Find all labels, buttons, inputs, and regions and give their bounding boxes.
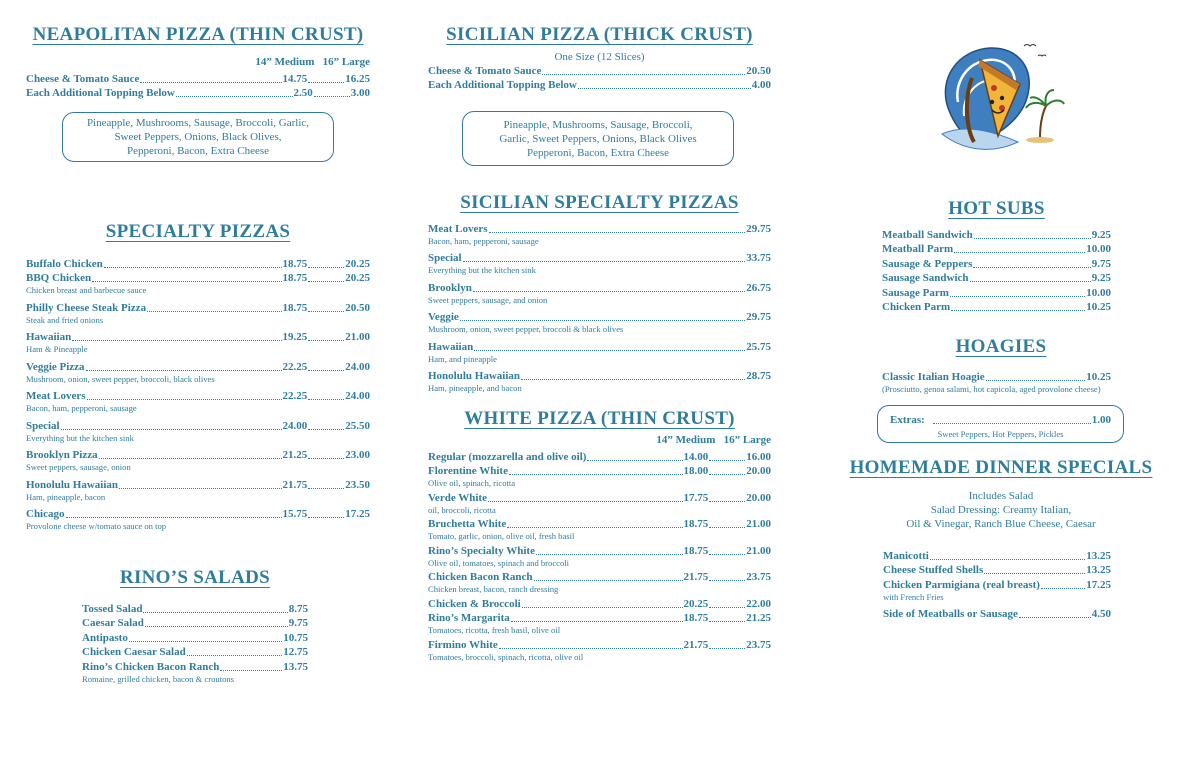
leader-dots bbox=[1041, 588, 1085, 589]
menu-item-row bbox=[26, 507, 370, 522]
price-large: 25.50 bbox=[345, 419, 370, 432]
price-large: 21.25 bbox=[746, 612, 771, 624]
leader-dots bbox=[709, 460, 745, 461]
item-name: Chicken Bacon Ranch bbox=[428, 571, 533, 583]
leader-dots bbox=[143, 612, 287, 613]
price-medium: 21.75 bbox=[683, 571, 709, 583]
leader-dots bbox=[954, 252, 1085, 253]
item-name: Regular (mozzarella and olive oil) bbox=[428, 450, 587, 463]
item-description: Sweet peppers, sausage, and onion bbox=[428, 294, 548, 305]
item-name: Chicken & Broccoli bbox=[428, 597, 521, 610]
leader-dots bbox=[308, 267, 344, 268]
toppings-line: Pepperoni, Bacon, Extra Cheese bbox=[526, 146, 670, 159]
price: 9.25 bbox=[1091, 272, 1111, 284]
neapolitan-title: NEAPOLITAN PIZZA (THIN CRUST) bbox=[32, 24, 364, 45]
leader-dots bbox=[140, 82, 281, 83]
leader-dots bbox=[220, 670, 282, 671]
price-large: 20.25 bbox=[345, 257, 370, 270]
price-medium: 21.75 bbox=[683, 638, 709, 651]
item-name: Special bbox=[26, 419, 60, 432]
item-name: Rino’s Chicken Bacon Ranch bbox=[82, 660, 220, 673]
item-name: Side of Meatballs or Sausage bbox=[883, 608, 1018, 620]
leader-dots bbox=[509, 474, 683, 475]
leader-dots bbox=[950, 296, 1085, 297]
menu-item-row bbox=[428, 449, 771, 464]
leader-dots bbox=[145, 626, 288, 627]
price: 26.75 bbox=[746, 281, 771, 294]
menu-item-row bbox=[883, 577, 1111, 592]
item-description: Ham, pineapple, and bacon bbox=[428, 383, 522, 393]
item-description: Sweet peppers, sausage, onion bbox=[26, 462, 131, 472]
specialty-title: SPECIALTY PIZZAS bbox=[105, 221, 291, 242]
salads-section bbox=[82, 567, 308, 689]
item-name: BBQ Chicken bbox=[26, 272, 92, 284]
extras-price: 1.00 bbox=[1091, 413, 1111, 426]
item-name: Chicken Caesar Salad bbox=[82, 646, 186, 658]
dinner-intro-line: Oil & Vinegar, Ranch Blue Cheese, Caesar bbox=[906, 518, 1096, 530]
item-name: Tossed Salad bbox=[82, 602, 143, 615]
item-description: Ham & Pineapple bbox=[26, 344, 88, 354]
menu-item-row bbox=[428, 369, 771, 384]
item-name: Caesar Salad bbox=[82, 617, 144, 629]
item-name: Meatball Sandwich bbox=[882, 228, 973, 241]
menu-item-row bbox=[428, 611, 771, 626]
menu-item-row bbox=[26, 86, 370, 101]
price: 10.25 bbox=[1086, 301, 1111, 313]
price: 4.00 bbox=[751, 79, 771, 91]
leader-dots bbox=[147, 311, 281, 312]
leader-dots bbox=[1019, 617, 1091, 618]
price-medium: 22.25 bbox=[282, 360, 308, 373]
leader-dots bbox=[187, 655, 283, 656]
price: 10.00 bbox=[1086, 286, 1111, 299]
item-description: Ham, and pineapple bbox=[428, 353, 497, 364]
leader-dots bbox=[709, 527, 745, 528]
toppings-line: Garlic, Sweet Peppers, Onions, Black Olives bbox=[499, 132, 697, 145]
item-name: Hawaiian bbox=[26, 331, 72, 343]
item-description: Bacon, ham, pepperoni, sausage bbox=[26, 403, 137, 413]
extras-box bbox=[877, 405, 1124, 443]
leader-dots bbox=[709, 554, 745, 555]
leader-dots bbox=[473, 291, 745, 292]
item-description: Everything but the kitchen sink bbox=[428, 265, 536, 275]
leader-dots bbox=[66, 517, 282, 518]
price-medium: 18.75 bbox=[282, 272, 308, 284]
leader-dots bbox=[314, 96, 350, 97]
sicilian-specialty-title: SICILIAN SPECIALTY PIZZAS bbox=[460, 192, 739, 213]
price-large: 20.00 bbox=[746, 491, 771, 504]
leader-dots bbox=[984, 573, 1085, 574]
leader-dots bbox=[511, 621, 683, 622]
leader-dots bbox=[709, 621, 745, 622]
item-description: Tomato, garlic, onion, olive oil, fresh basil bbox=[428, 531, 575, 541]
price-large: 24.00 bbox=[345, 390, 370, 402]
price-large: 20.50 bbox=[345, 301, 370, 314]
price-medium: 17.75 bbox=[683, 491, 709, 504]
menu-item-row bbox=[882, 285, 1111, 300]
leader-dots bbox=[99, 458, 282, 459]
price-medium: 18.75 bbox=[683, 612, 709, 624]
menu-item-row bbox=[882, 369, 1111, 384]
leader-dots bbox=[522, 607, 683, 608]
leader-dots bbox=[129, 641, 282, 642]
price: 29.75 bbox=[746, 311, 771, 323]
price: 4.50 bbox=[1091, 608, 1111, 620]
menu-item-row bbox=[26, 71, 370, 86]
price: 9.75 bbox=[288, 617, 308, 629]
leader-dots bbox=[104, 267, 282, 268]
menu-item-row bbox=[428, 637, 771, 652]
item-name: Rino’s Specialty White bbox=[428, 544, 535, 557]
price-medium: 24.00 bbox=[282, 419, 308, 432]
item-description: oil, broccoli, ricotta bbox=[428, 504, 496, 515]
price: 10.75 bbox=[283, 631, 308, 644]
menu-item-row bbox=[882, 242, 1111, 257]
price: 20.50 bbox=[746, 64, 771, 77]
item-description: Everything but the kitchen sink bbox=[26, 432, 134, 443]
price: 10.00 bbox=[1086, 243, 1111, 255]
item-name: Chicken Parmigiana (real breast) bbox=[883, 578, 1040, 591]
sicilian-title: SICILIAN PIZZA (THICK CRUST) bbox=[446, 24, 753, 45]
price-medium: 21.25 bbox=[282, 449, 308, 461]
leader-dots bbox=[474, 350, 745, 351]
menu-item-row bbox=[26, 418, 370, 433]
item-description: Tomatoes, broccoli, spinach, ricotta, olive oil bbox=[428, 651, 584, 662]
item-name: Each Additional Topping Below bbox=[26, 87, 175, 99]
leader-dots bbox=[463, 261, 746, 262]
item-name: Sausage Sandwich bbox=[882, 272, 969, 284]
dinner-intro bbox=[846, 489, 1156, 531]
menu-item-row bbox=[26, 359, 370, 374]
menu-item-row bbox=[26, 448, 370, 463]
item-name: Meat Lovers bbox=[428, 222, 488, 235]
item-name: Florentine White bbox=[428, 465, 508, 477]
menu-item-row bbox=[82, 616, 308, 631]
leader-dots bbox=[488, 501, 683, 502]
menu-item-row bbox=[428, 251, 771, 266]
leader-dots bbox=[951, 310, 1085, 311]
leader-dots bbox=[507, 527, 682, 528]
leader-dots bbox=[709, 501, 745, 502]
hot-subs-section bbox=[882, 198, 1111, 314]
price-medium: 18.75 bbox=[282, 301, 308, 314]
price-large: 21.00 bbox=[746, 544, 771, 557]
price-large: 21.00 bbox=[345, 331, 370, 343]
price: 9.25 bbox=[1091, 228, 1111, 241]
menu-item-row bbox=[428, 78, 771, 93]
leader-dots bbox=[933, 423, 1091, 424]
menu-item-row bbox=[428, 280, 771, 295]
price: 13.25 bbox=[1086, 549, 1111, 562]
price-large: 17.25 bbox=[345, 508, 370, 520]
specialty-section bbox=[26, 221, 370, 536]
leader-dots bbox=[61, 429, 282, 430]
dinner-title: HOMEMADE DINNER SPECIALS bbox=[849, 457, 1153, 478]
menu-item-row bbox=[82, 630, 308, 645]
price: 13.25 bbox=[1086, 564, 1111, 576]
menu-item-row bbox=[882, 300, 1111, 315]
item-name: Rino’s Margarita bbox=[428, 612, 510, 624]
sicilian-subtitle: One Size (12 Slices) bbox=[554, 51, 645, 63]
hot-subs-title: HOT SUBS bbox=[948, 198, 1045, 219]
price-medium: 20.25 bbox=[683, 597, 709, 610]
price: 9.75 bbox=[1091, 257, 1111, 270]
menu-item-row bbox=[883, 548, 1111, 563]
price: 10.25 bbox=[1086, 370, 1111, 383]
dinner-section bbox=[846, 457, 1156, 531]
item-name: Meatball Parm bbox=[882, 243, 954, 255]
item-description: Bacon, ham, pepperoni, sausage bbox=[428, 235, 539, 246]
leader-dots bbox=[534, 580, 683, 581]
leader-dots bbox=[499, 648, 683, 649]
menu-item-row bbox=[26, 256, 370, 271]
item-description: Ham, pineapple, bacon bbox=[26, 491, 106, 502]
item-name: Chicago bbox=[26, 508, 65, 520]
item-name: Firmino White bbox=[428, 638, 498, 651]
extras-row bbox=[890, 412, 1111, 427]
item-name: Chicken Parm bbox=[882, 301, 951, 313]
extras-label: Extras: bbox=[890, 413, 925, 426]
leader-dots bbox=[308, 399, 344, 400]
leader-dots bbox=[460, 320, 745, 321]
price: 28.75 bbox=[746, 370, 771, 382]
leader-dots bbox=[709, 580, 745, 581]
neapolitan-size-header: 14” Medium 16” Large bbox=[255, 56, 370, 68]
item-name: Buffalo Chicken bbox=[26, 257, 103, 270]
leader-dots bbox=[986, 380, 1086, 381]
leader-dots bbox=[709, 474, 745, 475]
item-name: Honolulu Hawaiian bbox=[26, 478, 119, 491]
item-name: Classic Italian Hoagie bbox=[882, 370, 985, 383]
item-name: Verde White bbox=[428, 491, 487, 504]
price-large: 20.25 bbox=[345, 272, 370, 284]
item-description: Chicken breast and barbecue sauce bbox=[26, 285, 147, 295]
price-large: 20.00 bbox=[746, 465, 771, 477]
dinner-items bbox=[883, 548, 1111, 621]
menu-item-row bbox=[26, 330, 370, 345]
price: 33.75 bbox=[746, 252, 771, 264]
leader-dots bbox=[72, 340, 281, 341]
toppings-line: Pineapple, Mushrooms, Sausage, Broccoli, bbox=[503, 118, 693, 131]
item-name: Each Additional Topping Below bbox=[428, 79, 577, 91]
price: 8.75 bbox=[288, 602, 308, 615]
price-large: 21.00 bbox=[746, 518, 771, 530]
leader-dots bbox=[587, 460, 682, 461]
price: 12.75 bbox=[283, 646, 308, 658]
leader-dots bbox=[578, 88, 751, 89]
price: 13.75 bbox=[283, 660, 308, 673]
menu-item-row bbox=[428, 339, 771, 354]
sicilian-section bbox=[428, 24, 771, 92]
price-large: 23.75 bbox=[746, 571, 771, 583]
price-large: 23.00 bbox=[345, 449, 370, 461]
menu-item-row bbox=[883, 607, 1111, 622]
leader-dots bbox=[489, 232, 746, 233]
price-medium: 22.25 bbox=[282, 390, 308, 402]
leader-dots bbox=[308, 82, 344, 83]
white-size-header: 14” Medium 16” Large bbox=[656, 434, 771, 446]
surfing-pizza-logo-icon bbox=[928, 38, 1068, 158]
menu-item-row bbox=[428, 464, 771, 479]
menu-item-row bbox=[882, 271, 1111, 286]
white-title: WHITE PIZZA (THIN CRUST) bbox=[464, 408, 735, 429]
menu-item-row bbox=[882, 227, 1111, 242]
leader-dots bbox=[709, 648, 745, 649]
menu-item-row bbox=[82, 659, 308, 674]
menu-item-row bbox=[26, 389, 370, 404]
extras-desc: Sweet Peppers, Hot Peppers, Pickles bbox=[937, 428, 1064, 439]
price-large: 16.00 bbox=[746, 450, 771, 463]
price-large: 16.25 bbox=[345, 72, 370, 85]
toppings-line: Sweet Peppers, Onions, Black Olives, bbox=[114, 131, 282, 143]
price-large: 23.50 bbox=[345, 478, 370, 491]
leader-dots bbox=[119, 488, 281, 489]
item-name: Special bbox=[428, 252, 462, 264]
item-name: Cheese & Tomato Sauce bbox=[26, 72, 140, 85]
item-description: Provolone cheese w/tomato sauce on top bbox=[26, 521, 167, 531]
price: 25.75 bbox=[746, 340, 771, 353]
price-medium: 18.75 bbox=[282, 257, 308, 270]
item-description: Steak and fried onions bbox=[26, 314, 104, 325]
toppings-line: Pepperoni, Bacon, Extra Cheese bbox=[126, 145, 270, 157]
price-large: 3.00 bbox=[350, 87, 370, 99]
menu-item-row bbox=[428, 570, 771, 585]
menu-item-row bbox=[26, 271, 370, 286]
leader-dots bbox=[86, 370, 282, 371]
leader-dots bbox=[308, 370, 344, 371]
price-medium: 14.75 bbox=[282, 72, 308, 85]
item-name: Brooklyn Pizza bbox=[26, 449, 98, 461]
price-medium: 21.75 bbox=[282, 478, 308, 491]
item-name: Hawaiian bbox=[428, 340, 474, 353]
leader-dots bbox=[308, 311, 344, 312]
menu-item-row bbox=[82, 645, 308, 660]
sicilian-toppings-box bbox=[462, 111, 734, 166]
price-medium: 2.50 bbox=[293, 87, 313, 99]
item-description: with French Fries bbox=[883, 591, 944, 602]
hoagies-title: HOAGIES bbox=[955, 336, 1047, 357]
menu-item-row bbox=[428, 63, 771, 78]
item-name: Veggie bbox=[428, 311, 459, 323]
price-medium: 18.00 bbox=[683, 465, 709, 477]
price: 29.75 bbox=[746, 222, 771, 235]
item-name: Sausage & Peppers bbox=[882, 257, 973, 270]
leader-dots bbox=[542, 74, 745, 75]
item-name: Brooklyn bbox=[428, 281, 472, 294]
dinner-intro-line: Salad Dressing: Creamy Italian, bbox=[930, 504, 1072, 516]
salads-title: RINO’S SALADS bbox=[119, 567, 271, 588]
item-name: Antipasto bbox=[82, 631, 128, 644]
price: 17.25 bbox=[1086, 578, 1111, 591]
item-description: (Prosciutto, genoa salami, hot capicola, aged provolone cheese) bbox=[882, 383, 1101, 394]
item-name: Bruchetta White bbox=[428, 518, 507, 530]
leader-dots bbox=[308, 517, 344, 518]
dinner-intro-line: Includes Salad bbox=[968, 490, 1034, 502]
item-description: Olive oil, tomatoes, spinach and broccoli bbox=[428, 557, 570, 568]
item-name: Veggie Pizza bbox=[26, 360, 85, 373]
leader-dots bbox=[87, 399, 282, 400]
item-description: Chicken breast, bacon, ranch dressing bbox=[428, 584, 559, 594]
item-description: Mushroom, onion, sweet pepper, broccoli, black olives bbox=[26, 373, 215, 384]
leader-dots bbox=[308, 281, 344, 282]
price-medium: 18.75 bbox=[683, 518, 709, 530]
item-description: Romaine, grilled chicken, bacon & croutons bbox=[82, 673, 235, 684]
menu-item-row bbox=[428, 310, 771, 325]
item-name: Sausage Parm bbox=[882, 286, 949, 299]
menu-item-row bbox=[428, 490, 771, 505]
menu-item-row bbox=[883, 563, 1111, 578]
sicilian-specialty-section bbox=[428, 192, 771, 398]
price-medium: 19.25 bbox=[282, 331, 308, 343]
leader-dots bbox=[308, 429, 344, 430]
item-name: Philly Cheese Steak Pizza bbox=[26, 301, 147, 314]
menu-item-row bbox=[428, 517, 771, 532]
leader-dots bbox=[709, 607, 745, 608]
item-name: Cheese Stuffed Shells bbox=[883, 564, 984, 576]
menu-item-row bbox=[26, 300, 370, 315]
item-description: Mushroom, onion, sweet pepper, broccoli & black olives bbox=[428, 324, 624, 334]
neapolitan-section bbox=[26, 24, 370, 100]
item-name: Manicotti bbox=[883, 549, 929, 562]
item-name: Honolulu Hawaiian bbox=[428, 370, 521, 382]
item-description: Olive oil, spinach, ricotta bbox=[428, 478, 516, 488]
menu-item-row bbox=[882, 256, 1111, 271]
white-section bbox=[428, 408, 771, 664]
leader-dots bbox=[521, 379, 745, 380]
leader-dots bbox=[92, 281, 281, 282]
price-large: 24.00 bbox=[345, 360, 370, 373]
leader-dots bbox=[308, 458, 344, 459]
price-medium: 15.75 bbox=[282, 508, 308, 520]
leader-dots bbox=[308, 340, 344, 341]
neapolitan-toppings-box bbox=[62, 112, 334, 162]
leader-dots bbox=[536, 554, 683, 555]
leader-dots bbox=[930, 559, 1085, 560]
menu-item-row bbox=[428, 221, 771, 236]
price-large: 22.00 bbox=[746, 597, 771, 610]
item-description: Tomatoes, ricotta, fresh basil, olive oil bbox=[428, 625, 561, 635]
leader-dots bbox=[176, 96, 293, 97]
menu-item-row bbox=[428, 596, 771, 611]
price-large: 23.75 bbox=[746, 638, 771, 651]
menu-item-row bbox=[26, 477, 370, 492]
leader-dots bbox=[308, 488, 344, 489]
hoagies-section bbox=[882, 336, 1138, 399]
price-medium: 14.00 bbox=[683, 450, 709, 463]
leader-dots bbox=[970, 281, 1091, 282]
item-name: Meat Lovers bbox=[26, 390, 86, 402]
leader-dots bbox=[974, 238, 1091, 239]
menu-item-row bbox=[82, 601, 308, 616]
leader-dots bbox=[973, 267, 1090, 268]
toppings-line: Pineapple, Mushrooms, Sausage, Broccoli, Garlic, bbox=[86, 117, 310, 129]
price-medium: 18.75 bbox=[683, 544, 709, 557]
menu-item-row bbox=[428, 543, 771, 558]
item-name: Cheese & Tomato Sauce bbox=[428, 64, 542, 77]
